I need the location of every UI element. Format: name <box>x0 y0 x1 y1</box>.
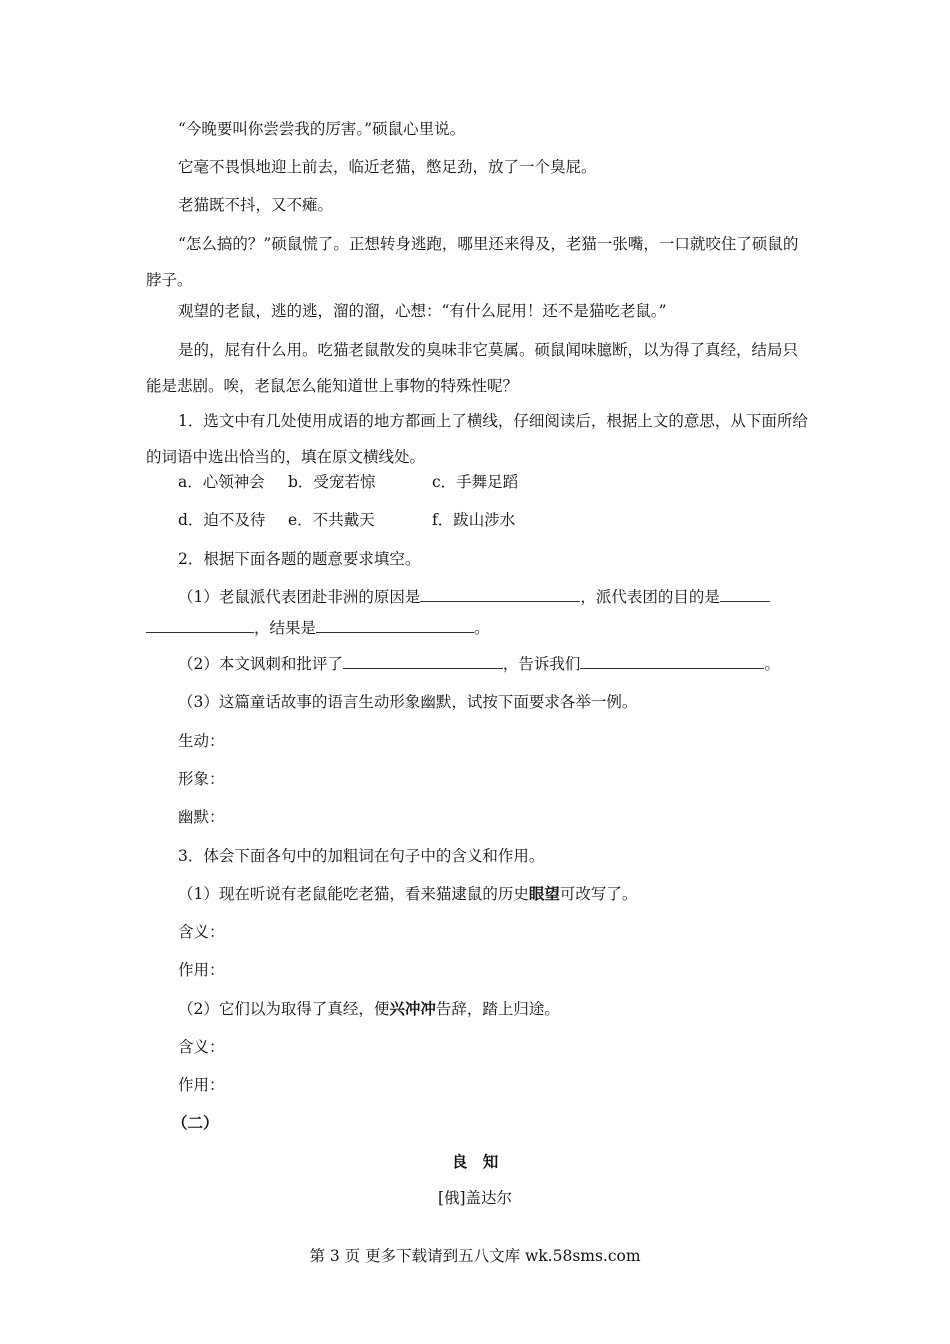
answer-blank[interactable] <box>316 616 474 633</box>
effect-label-1: 作用： <box>178 961 225 979</box>
option-e: e．不共戴天 <box>288 511 375 529</box>
story-line-4: “怎么搞的？”硕鼠慌了。正想转身逃跑，哪里还来得及，老猫一张嘴，一口就咬住了硕鼠的脖子。 <box>146 235 799 289</box>
effect-label-2: 作用： <box>178 1076 225 1094</box>
image-label: 形象： <box>178 770 225 788</box>
q2-s1-text-d: 。 <box>474 619 490 637</box>
q3-s2-bold-word: 兴冲冲 <box>389 999 436 1018</box>
answer-blank[interactable] <box>146 616 254 633</box>
page-footer: 第 3 页 更多下载请到五八文库 wk.58sms.com <box>309 1247 641 1265</box>
option-a: a．心领神会 <box>178 473 265 491</box>
q3-s1-pre: （1）现在听说有老鼠能吃老猫，看来猫逮鼠的历史 <box>178 885 529 903</box>
meaning-label-2: 含义： <box>178 1038 225 1056</box>
options-row-2 <box>178 506 840 534</box>
meaning-label-1: 含义： <box>178 923 225 941</box>
question-3-title: 3．体会下面各句中的加粗词在句子中的含义和作用。 <box>178 847 545 865</box>
q2-s1-text-c: ，结果是 <box>254 619 317 637</box>
answer-blank[interactable] <box>420 585 580 602</box>
question-2-title: 2．根据下面各题的题意要求填空。 <box>178 550 421 568</box>
question-2-sub-1-line-1 <box>178 583 840 611</box>
story-line-2: 它毫不畏惧地迎上前去，临近老猫，憋足劲，放了一个臭屁。 <box>178 158 597 176</box>
story-line-1: “今晚要叫你尝尝我的厉害。”硕鼠心里说。 <box>178 120 466 138</box>
vivid-label: 生动： <box>178 732 225 750</box>
story-line-6: 是的，屁有什么用。吃猫老鼠散发的臭味非它莫属。硕鼠闻味臆断，以为得了真经，结局只能是悲剧。唉，老鼠怎么能知道世上事物的特殊性呢？ <box>146 341 799 395</box>
answer-blank[interactable] <box>720 585 770 602</box>
option-c: c．手舞足蹈 <box>432 473 519 491</box>
option-d: d．迫不及待 <box>178 511 266 529</box>
q3-s1-post: 可改写了。 <box>559 885 638 903</box>
option-b: b．受宠若惊 <box>288 473 376 491</box>
answer-blank[interactable] <box>580 652 764 669</box>
answer-blank[interactable] <box>343 652 503 669</box>
story-line-5: 观望的老鼠，逃的逃，溜的溜，心想：“有什么屁用！还不是猫吃老鼠。” <box>178 302 667 320</box>
article-title: 良 知 <box>451 1152 499 1171</box>
q2-s1-text-a: （1）老鼠派代表团赴非洲的原因是 <box>178 588 421 606</box>
q2-s1-text-b: ，派代表团的目的是 <box>580 588 720 606</box>
option-f: f．跋山涉水 <box>432 511 516 529</box>
q3-s1-bold-word: 眼望 <box>528 884 560 903</box>
question-2-sub-2 <box>178 650 840 678</box>
story-line-3: 老猫既不抖，又不瘫。 <box>178 196 334 214</box>
article-author: [俄]盖达尔 <box>437 1189 513 1207</box>
question-3-sub-1 <box>178 880 840 908</box>
section-label: （二） <box>172 1113 219 1132</box>
humor-label: 幽默： <box>178 808 225 826</box>
q2-s2-text-c: 。 <box>764 655 780 673</box>
q3-s2-pre: （2）它们以为取得了真经，便 <box>178 1000 390 1018</box>
question-3-sub-2 <box>178 995 840 1023</box>
question-1: 1．选文中有几处使用成语的地方都画上了横线，仔细阅读后，根据上文的意思，从下面所给的词语中选出恰当的，填在原文横线处。 <box>146 412 808 466</box>
question-2-sub-1-line-2 <box>146 614 808 642</box>
question-2-sub-3: （3）这篇童话故事的语言生动形象幽默，试按下面要求各举一例。 <box>178 693 638 711</box>
q2-s2-text-b: ，告诉我们 <box>502 655 581 673</box>
q2-s2-text-a: （2）本文讽刺和批评了 <box>178 655 343 673</box>
q3-s2-post: 告辞，踏上归途。 <box>435 1000 560 1018</box>
options-row-1 <box>178 468 840 496</box>
